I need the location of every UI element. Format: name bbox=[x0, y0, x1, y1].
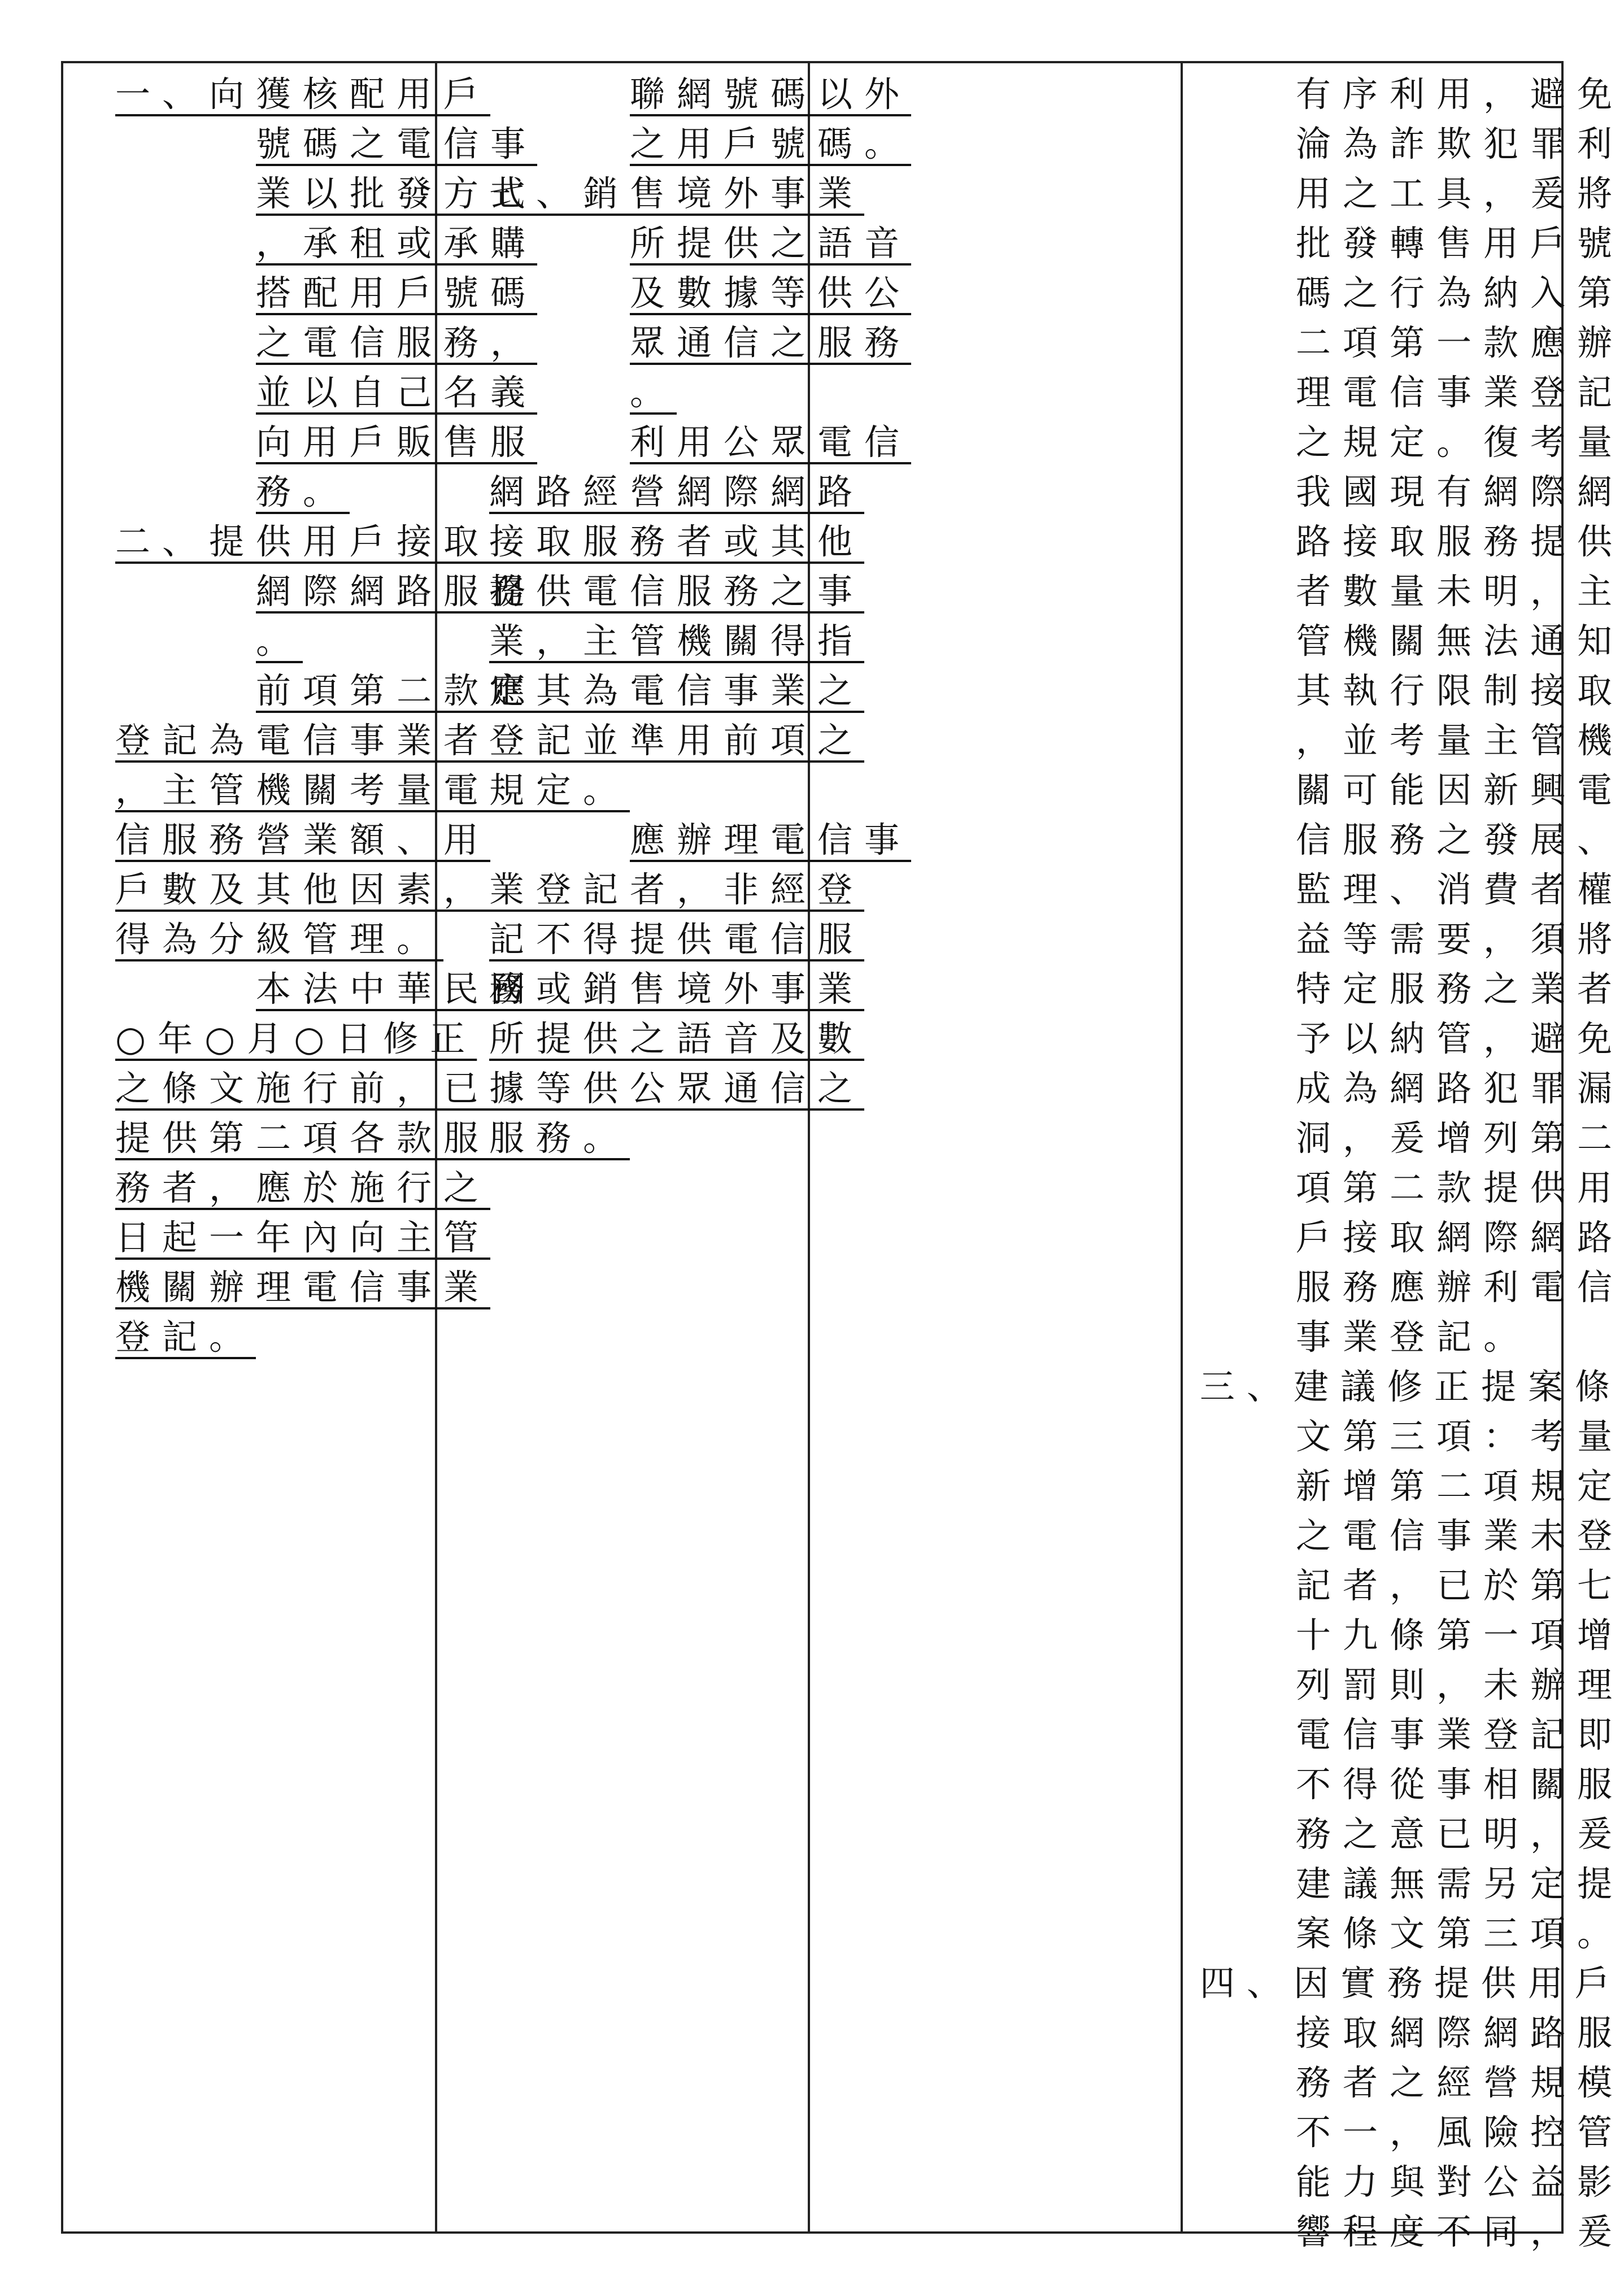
text-line: 項第二款提供用 bbox=[1296, 1167, 1624, 1208]
text-line: 七、銷售境外事業 bbox=[489, 173, 865, 214]
text-line: 洞，爰增列第二 bbox=[1296, 1117, 1624, 1159]
text-line: 不得從事相關服 bbox=[1296, 1764, 1624, 1805]
text-line: ，承租或承購 bbox=[256, 223, 538, 264]
text-line: 日起一年內向主管 bbox=[115, 1217, 491, 1258]
text-line: 定其為電信事業之 bbox=[489, 670, 865, 711]
text-line: 所提供之語音及數 bbox=[489, 1018, 865, 1059]
text-line: 碼之行為納入第 bbox=[1296, 272, 1624, 314]
text-line: 務或銷售境外事業 bbox=[489, 968, 865, 1010]
text-line: 提供第二項各款服 bbox=[115, 1117, 491, 1159]
text-line: 之電信事業未登 bbox=[1296, 1515, 1624, 1556]
text-line: 十九條第一項增 bbox=[1296, 1615, 1624, 1656]
amended-text-column bbox=[63, 63, 538, 2231]
text-line: 提供電信服務之事 bbox=[489, 571, 865, 612]
text-line: 業登記者，非經登 bbox=[489, 869, 865, 910]
text-line: 建議無需另定提 bbox=[1296, 1863, 1624, 1904]
text-line: 前項第二款應 bbox=[256, 670, 538, 711]
text-line: 務。 bbox=[256, 471, 350, 512]
text-line: 向用戶販售服 bbox=[256, 421, 538, 463]
text-line: 四、因實務提供用戶 bbox=[1200, 1963, 1622, 2004]
text-line: 服務應辦利電信 bbox=[1296, 1267, 1624, 1308]
text-line: 益等需要，須將 bbox=[1296, 919, 1624, 960]
text-line: 列罰則，未辦理 bbox=[1296, 1664, 1624, 1705]
text-line: 特定服務之業者 bbox=[1296, 968, 1624, 1010]
text-line: 關可能因新興電 bbox=[1296, 769, 1624, 811]
text-line: 理電信事業登記 bbox=[1296, 372, 1624, 413]
text-line: 三、建議修正提案條 bbox=[1200, 1366, 1622, 1407]
text-line: 搭配用戶號碼 bbox=[256, 272, 538, 314]
text-line: 戶接取網際網路 bbox=[1296, 1217, 1624, 1258]
text-line: ○年○月○日修正 bbox=[115, 1018, 477, 1059]
text-line: ，並考量主管機 bbox=[1296, 720, 1624, 761]
text-line: 登記並準用前項之 bbox=[489, 720, 865, 761]
text-line: 記不得提供電信服 bbox=[489, 919, 865, 960]
text-line: 接取網際網路服 bbox=[1296, 2012, 1624, 2053]
text-line: 路接取服務提供 bbox=[1296, 521, 1624, 562]
text-line: 規定。 bbox=[489, 769, 630, 811]
text-line: 監理、消費者權 bbox=[1296, 869, 1624, 910]
text-line: 本法中華民國 bbox=[256, 968, 538, 1010]
text-line: 文第三項：考量 bbox=[1296, 1416, 1624, 1457]
text-line: 響程度不同，爰 bbox=[1296, 2211, 1624, 2252]
text-line: 能力與對公益影 bbox=[1296, 2161, 1624, 2203]
text-line: 及數據等供公 bbox=[630, 272, 912, 314]
text-line: 成為網路犯罪漏 bbox=[1296, 1068, 1624, 1109]
text-line: 應辦理電信事 bbox=[630, 819, 912, 860]
text-line: 業，主管機關得指 bbox=[489, 620, 865, 662]
text-line: 登記為電信事業者 bbox=[115, 720, 491, 761]
text-line: 予以納管，避免 bbox=[1296, 1018, 1624, 1059]
text-line: 有序利用，避免 bbox=[1296, 73, 1624, 115]
text-line: 利用公眾電信 bbox=[630, 421, 912, 463]
text-line: 聯網號碼以外 bbox=[630, 73, 912, 115]
text-line: 者數量未明，主 bbox=[1296, 571, 1624, 612]
text-line: 之規定。復考量 bbox=[1296, 421, 1624, 463]
text-line: 機關辦理電信事業 bbox=[115, 1267, 491, 1308]
text-line: 據等供公眾通信之 bbox=[489, 1068, 865, 1109]
text-line: 電信事業登記即 bbox=[1296, 1714, 1624, 1755]
proposed-text-column bbox=[437, 63, 912, 2231]
text-line: 案條文第三項。 bbox=[1296, 1913, 1624, 1954]
text-line: 信服務之發展、 bbox=[1296, 819, 1624, 860]
text-line: 管機關無法通知 bbox=[1296, 620, 1624, 662]
text-line: 務者，應於施行之 bbox=[115, 1167, 491, 1208]
text-line: 新增第二項規定 bbox=[1296, 1465, 1624, 1507]
text-line: 之用戶號碼。 bbox=[630, 123, 912, 164]
text-line: 記者，已於第七 bbox=[1296, 1565, 1624, 1606]
text-line: 號碼之電信事 bbox=[256, 123, 538, 164]
text-line: 服務。 bbox=[489, 1117, 630, 1159]
text-line: 信服務營業額、用 bbox=[115, 819, 491, 860]
text-line: 之電信服務， bbox=[256, 322, 538, 363]
text-line: 一、向獲核配用戶 bbox=[115, 73, 491, 115]
text-line: 登記。 bbox=[115, 1316, 256, 1357]
document-table bbox=[61, 61, 1624, 2252]
text-line: 淪為詐欺犯罪利 bbox=[1296, 123, 1624, 164]
text-line: ，主管機關考量電 bbox=[115, 769, 491, 811]
text-line: 我國現有網際網 bbox=[1296, 471, 1624, 512]
explanation-column bbox=[1183, 63, 1624, 2252]
text-line: 用之工具，爰將 bbox=[1296, 173, 1624, 214]
text-line: 戶數及其他因素， bbox=[115, 869, 491, 910]
text-line: 所提供之語音 bbox=[630, 223, 912, 264]
text-line: 二項第一款應辦 bbox=[1296, 322, 1624, 363]
text-line: 二、提供用戶接取 bbox=[115, 521, 491, 562]
text-line: 事業登記。 bbox=[1296, 1316, 1531, 1357]
text-line: 不一，風險控管 bbox=[1296, 2112, 1624, 2153]
text-line: 務之意已明，爰 bbox=[1296, 1813, 1624, 1855]
text-line: 眾通信之服務 bbox=[630, 322, 912, 363]
current-text-column bbox=[810, 63, 1181, 2231]
text-line: 並以自己名義 bbox=[256, 372, 538, 413]
text-line: 業以批發方式 bbox=[256, 173, 538, 214]
text-line: 網際網路服務 bbox=[256, 571, 538, 612]
text-line: 務者之經營規模 bbox=[1296, 2062, 1624, 2103]
text-line: 接取服務者或其他 bbox=[489, 521, 865, 562]
text-line: 。 bbox=[630, 372, 677, 413]
text-line: 得為分級管理。 bbox=[115, 919, 444, 960]
text-line: 。 bbox=[256, 620, 303, 662]
text-line: 其執行限制接取 bbox=[1296, 670, 1624, 711]
text-line: 網路經營網際網路 bbox=[489, 471, 865, 512]
text-line: 之條文施行前，已 bbox=[115, 1068, 491, 1109]
text-line: 批發轉售用戶號 bbox=[1296, 223, 1624, 264]
